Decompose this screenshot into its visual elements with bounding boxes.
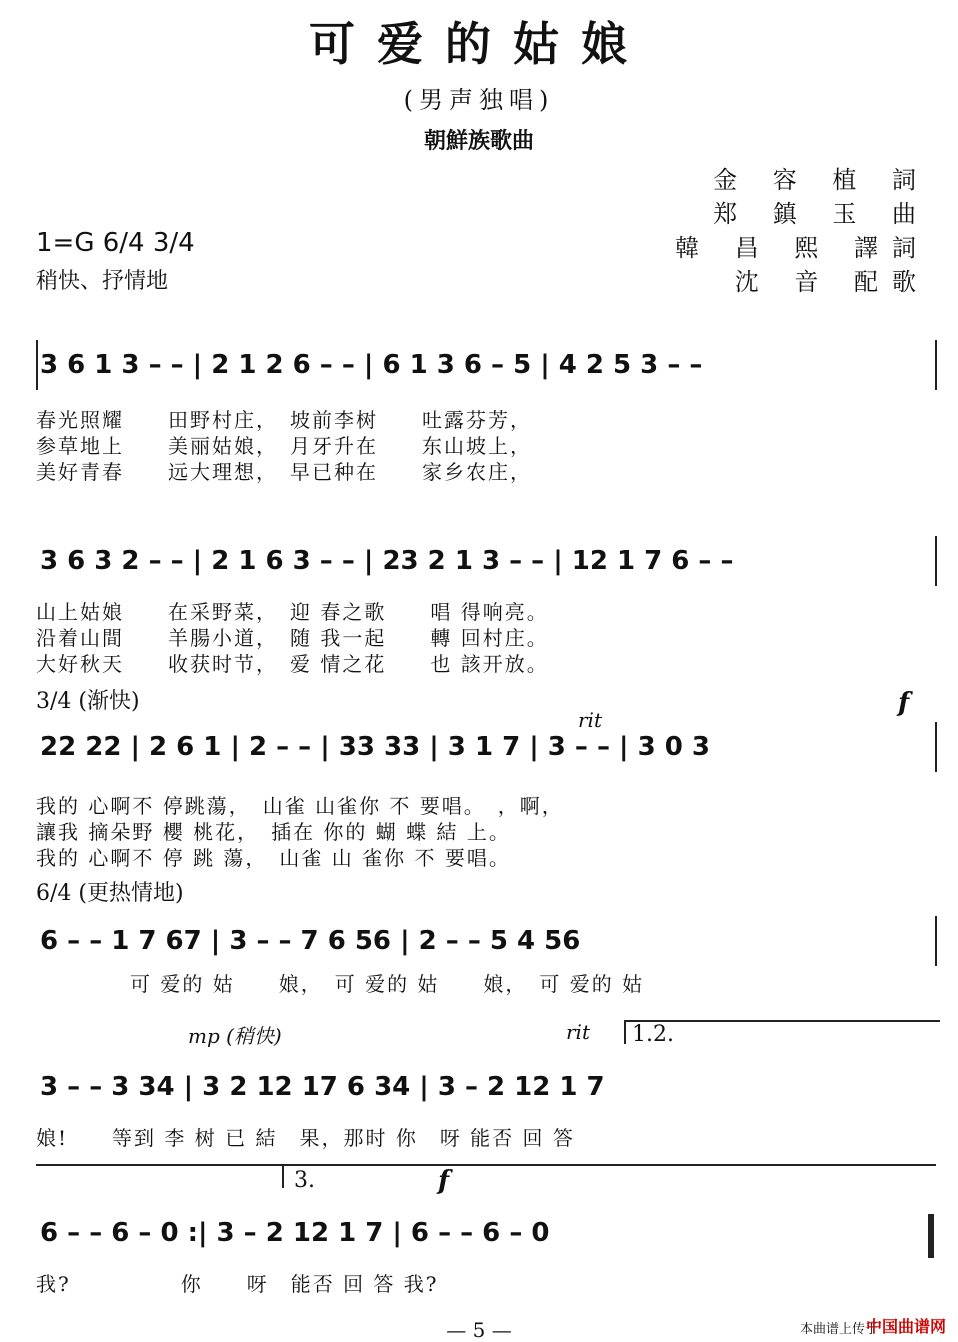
lyric-row-3-verse-1: 我的 心啊不 停跳蕩， 山雀 山雀你 不 要唱。 ，啊，	[36, 794, 564, 818]
key-signature: 1=G 6/4 3/4	[36, 228, 195, 258]
notation-row-1: 3 6 1 3 – – | 2 1 2 6 – – | 6 1 3 6 – 5 | 4 2 5 3 – –	[40, 350, 703, 380]
row-3-marking: 3/4 (渐快)	[36, 689, 140, 714]
lyric-row-2-verse-1: 山上姑娘 在采野菜， 迎 春之歌 唱 得响亮。	[36, 600, 549, 624]
notation-row-4: 6 – – 1 7 67 | 3 – – 7 6 56 | 2 – – 5 4 56	[40, 926, 581, 956]
volta-bracket-1-edge	[624, 1020, 626, 1044]
lyric-row-2-verse-2: 沿着山間 羊腸小道， 随 我一起 轉 回村庄。	[36, 626, 549, 650]
credit-arranger: 沈 音 配歌	[734, 268, 930, 296]
page-number: — 5 —	[446, 1318, 512, 1342]
notation-row-3: 22 22 | 2 6 1 | 2 – – | 33 33 | 3 1 7 | 3 – – | 3 0 3	[40, 732, 710, 762]
lyric-row-4-verse-1: 可 爱的 姑 娘， 可 爱的 姑 娘， 可 爱的 姑	[130, 972, 645, 996]
lyric-row-2-verse-3: 大好秋天 收获时节， 爱 情之花 也 該开放。	[36, 652, 549, 676]
song-genre: 朝鮮族歌曲	[423, 128, 534, 154]
row-4-marking: 6/4 (更热情地)	[36, 881, 184, 906]
forte-marking-1: f	[898, 688, 910, 718]
barline	[935, 722, 937, 772]
upload-note: 本曲谱上传于	[799, 1322, 878, 1337]
song-subtitle: (男声独唱)	[403, 86, 555, 114]
final-barline	[928, 1214, 934, 1258]
lyric-row-1-verse-3: 美好青春 远大理想， 早已种在 家乡农庄，	[36, 460, 532, 484]
lyric-row-3-verse-3: 我的 心啊不 停 跳 蕩， 山雀 山 雀你 不 要唱。	[36, 846, 511, 870]
lyric-row-1-verse-1: 春光照耀 田野村庄， 坡前李树 吐露芬芳，	[36, 408, 532, 432]
barline	[935, 536, 937, 586]
lyric-row-1-verse-2: 参草地上 美丽姑娘， 月牙升在 东山坡上，	[36, 434, 532, 458]
rit-marking-2: rit	[566, 1020, 590, 1044]
lyric-row-3-verse-2: 讓我 摘朵野 櫻 桃花， 插在 你的 蝴 蝶 結 上。	[36, 820, 511, 844]
tempo-marking: 稍快、抒情地	[36, 269, 169, 294]
row-5-marking: mp (稍快)	[188, 1024, 282, 1048]
volta-bracket-2	[36, 1164, 936, 1166]
lyric-row-6-verse-1: 我? 你 呀 能否 回 答 我?	[36, 1272, 439, 1296]
forte-marking-2: f	[438, 1166, 450, 1196]
song-title: 可爱的姑娘	[309, 17, 649, 71]
notation-row-5: 3 – – 3 34 | 3 2 12 17 6 34 | 3 – 2 12 1 7	[40, 1072, 605, 1102]
volta-2-label: 3.	[294, 1168, 315, 1193]
credit-lyricist: 金 容 植 詞	[713, 166, 930, 194]
barline	[36, 340, 38, 390]
notation-row-2: 3 6 3 2 – – | 2 1 6 3 – – | 23 2 1 3 – – | 12 1 7 6 – –	[40, 546, 734, 576]
rit-marking-1: rit	[578, 708, 602, 732]
volta-1-label: 1.2.	[632, 1022, 674, 1047]
credit-translator: 韓 昌 熙 譯詞	[675, 234, 930, 262]
site-brand-logo[interactable]: 中国曲谱网	[865, 1317, 946, 1336]
barline	[935, 340, 937, 390]
volta-bracket-2-edge	[282, 1164, 284, 1188]
barline	[935, 916, 937, 966]
lyric-row-5-verse-1: 娘! 等到 李 树 已 結 果，那时 你 呀 能否 回 答	[36, 1126, 575, 1150]
notation-row-6: 6 – – 6 – 0 :| 3 – 2 12 1 7 | 6 – – 6 – 0	[40, 1218, 550, 1248]
credit-composer: 郑 鎮 玉 曲	[713, 200, 930, 228]
